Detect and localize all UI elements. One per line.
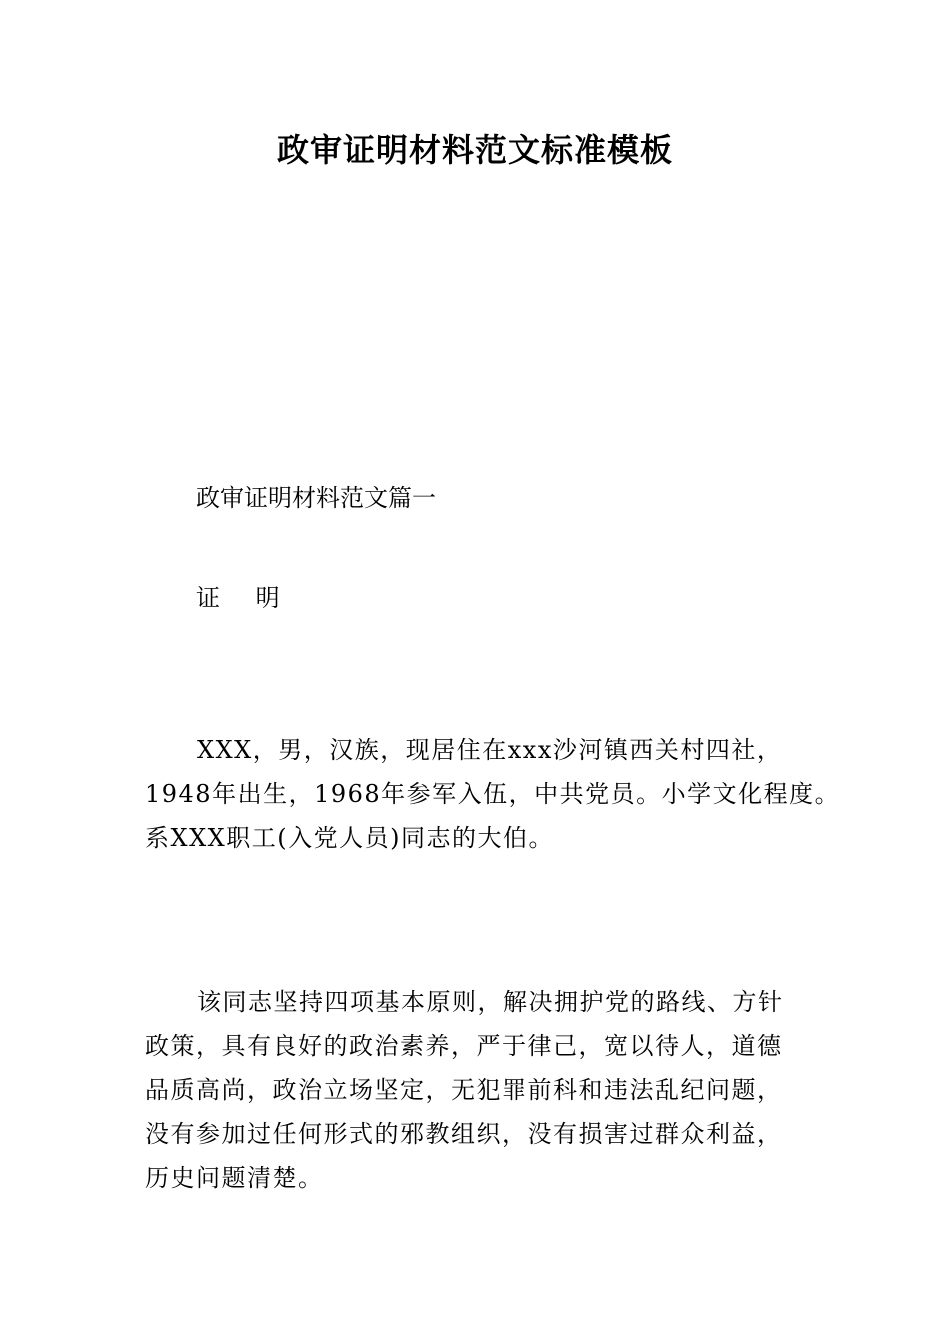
paragraph-line: 系XXX职工(入党人员)同志的大伯。: [145, 824, 554, 852]
paragraph-line: XXX，男，汉族，现居住在xxx沙河镇西关村四社，: [197, 736, 783, 764]
section-title: 政审证明材料范文篇一: [196, 484, 436, 512]
paragraph-political-review: [145, 980, 845, 1200]
paragraph-line: 1948年出生，1968年参军入伍，中共党员。小学文化程度。: [145, 780, 841, 808]
paragraph-line: 该同志坚持四项基本原则，解决拥护党的路线、方针: [197, 988, 784, 1016]
paragraph-personal-info: [145, 728, 845, 860]
certificate-heading: 证 明: [196, 584, 294, 612]
paragraph-line: 品质高尚，政治立场坚定，无犯罪前科和违法乱纪问题，: [145, 1076, 783, 1104]
paragraph-line: 政策，具有良好的政治素养，严于律己，宽以待人，道德: [145, 1032, 783, 1060]
paragraph-line: 历史问题清楚。: [145, 1164, 324, 1192]
paragraph-line: 没有参加过任何形式的邪教组织，没有损害过群众利益，: [145, 1120, 783, 1148]
document-title: 政审证明材料范文标准模板: [276, 131, 673, 169]
